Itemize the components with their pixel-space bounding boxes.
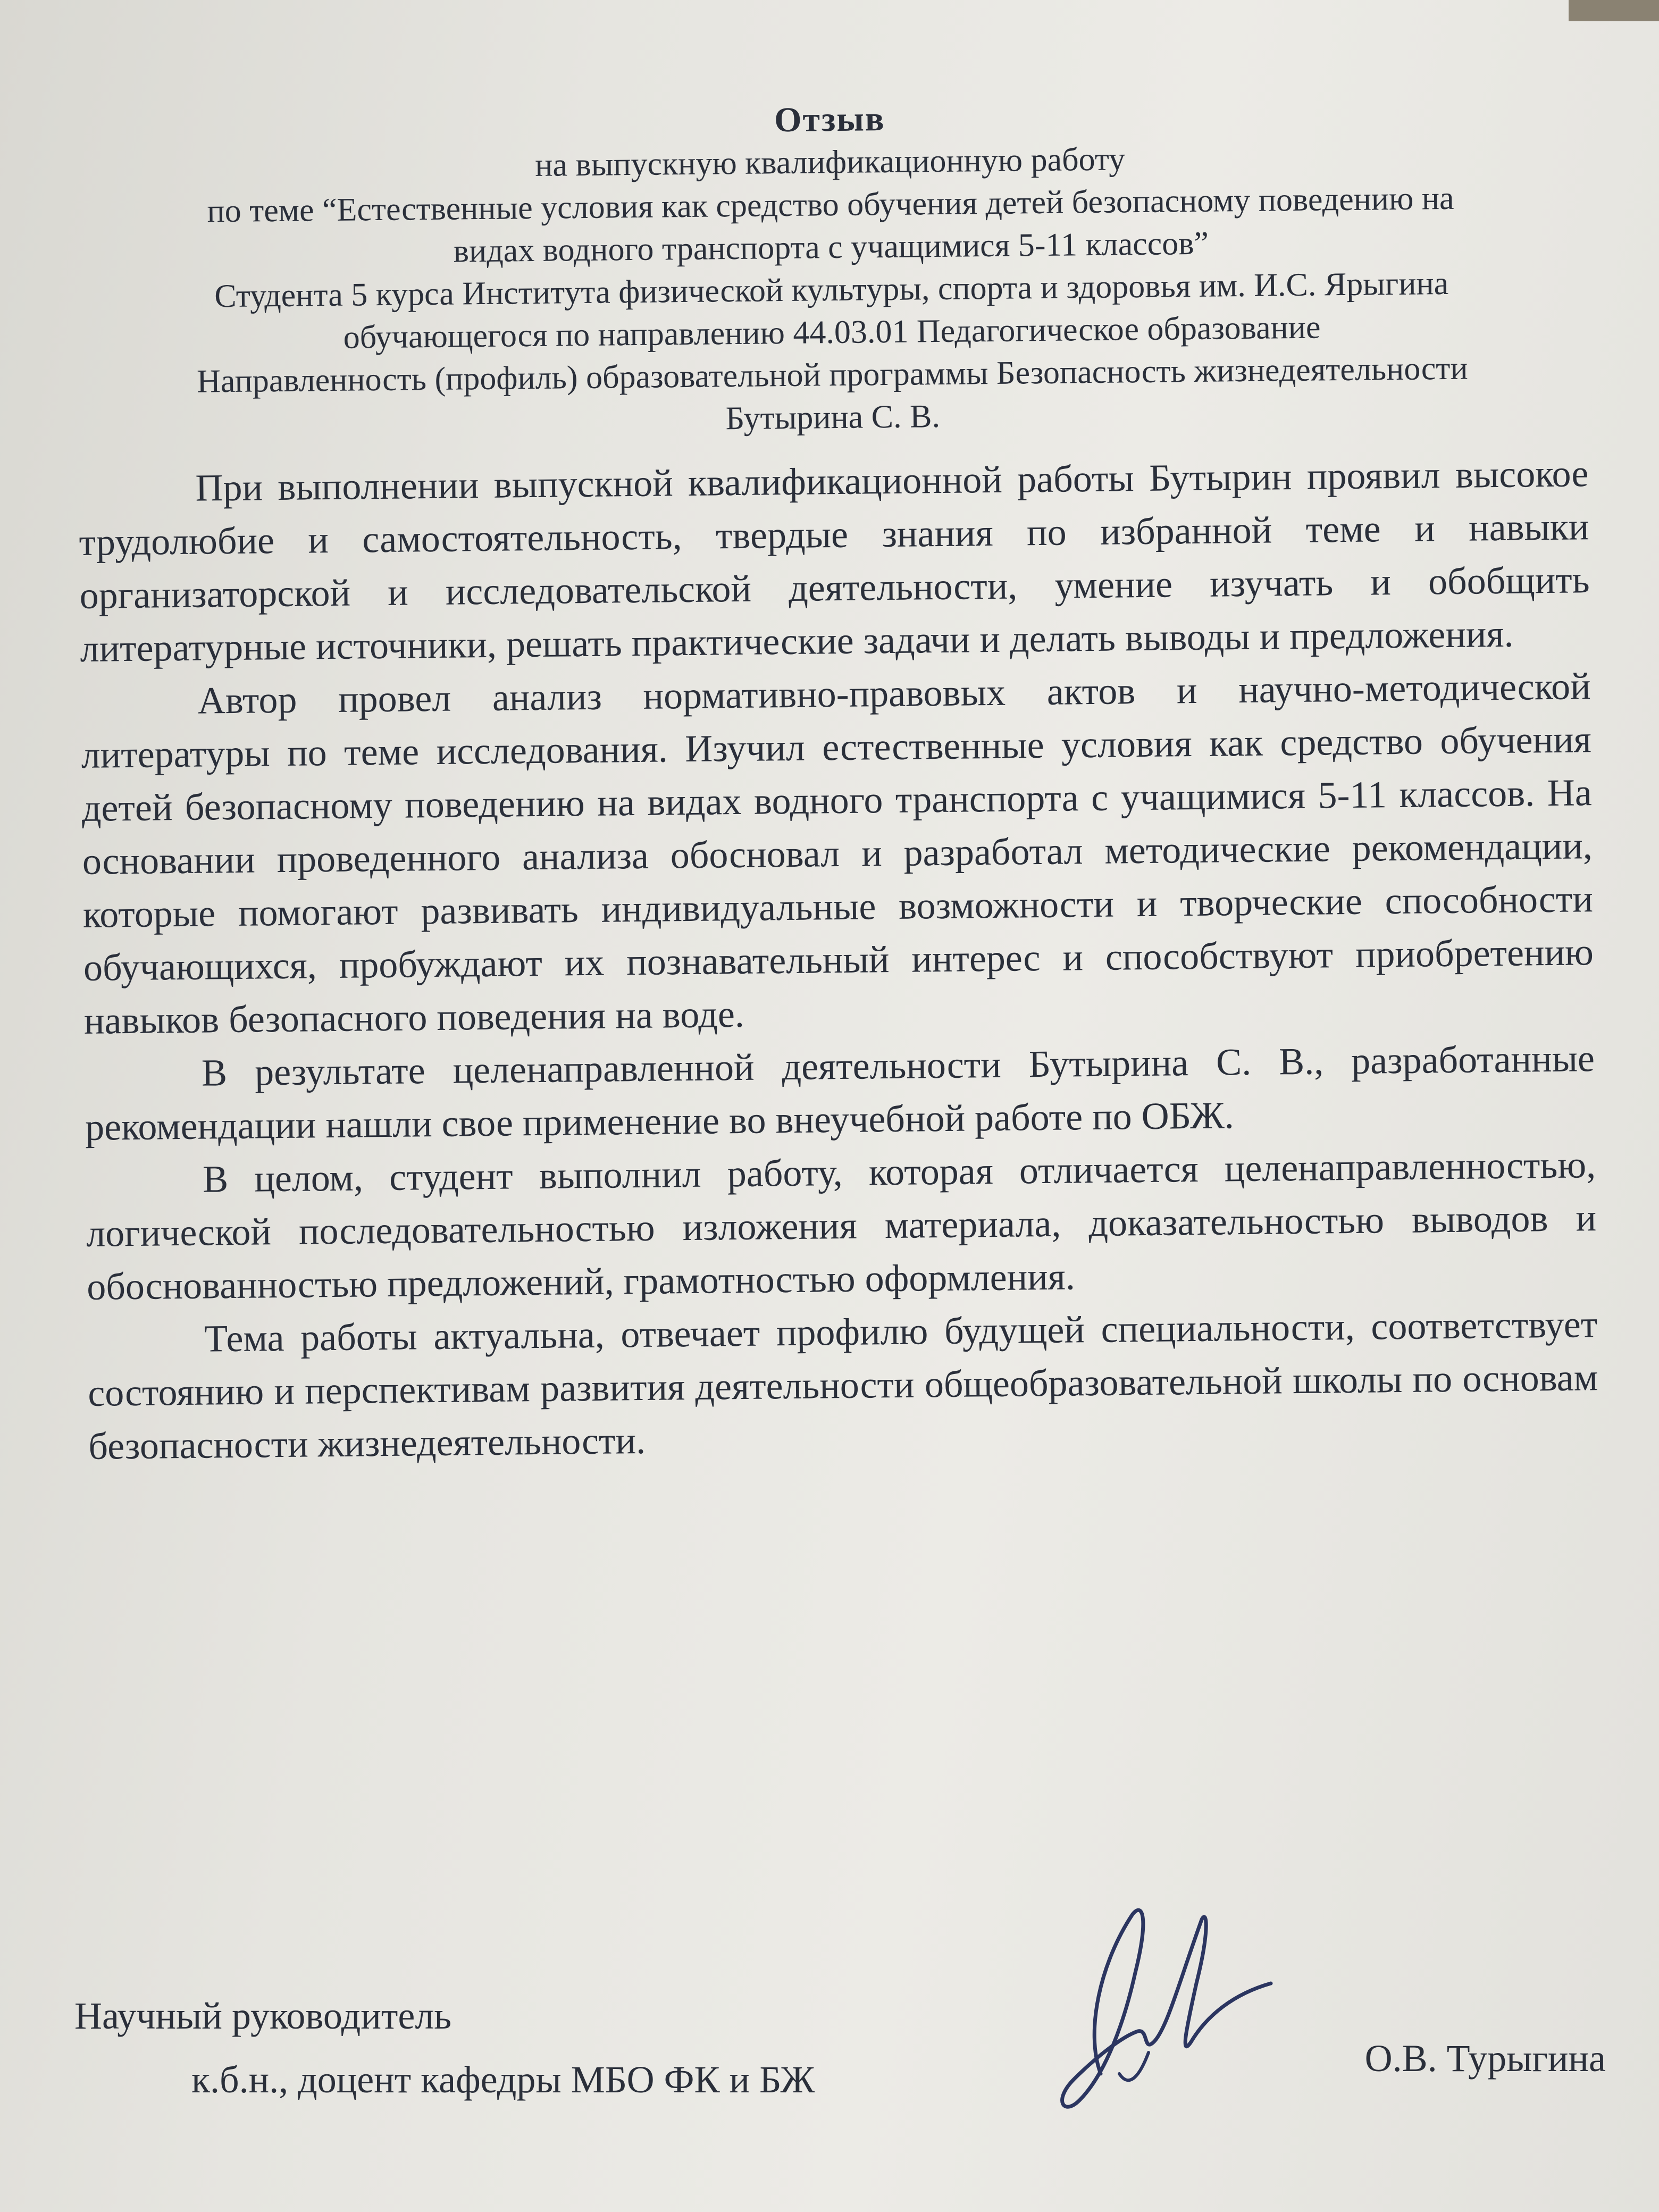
document-title: Отзыв [774,99,885,140]
signer-name: О.В. Турыгина [1364,2037,1606,2080]
signature-block [74,1978,1606,2138]
header-profile: Направленность (профиль) образовательной программы Безопасность жизнедеятельности [196,350,1468,400]
header-topic: по теме “Естественные условия как средство обучения детей безопасному поведению на видах водного транспорта с учащимися 5-11 классов” [207,180,1454,270]
handwritten-signature [1021,1898,1297,2143]
paragraph-3: В результате целенаправленной деятельности Бутырина С. В., разработанные рекомендации нашли свое применение во внеучебной работе по ОБЖ. [85,1037,1595,1149]
paragraph-1: При выполнении выпускной квалификационной работы Бутырин проявил высокое трудолюбие и самостоятельность, твердые знания по избранной теме и навыки организаторской и исследовательской деятельности, умение изучать и обобщить литературные источники, решать практические задачи и делать выводы и предложения. [79,452,1590,670]
paragraph-4: В целом, студент выполнил работу, которая отличается целенаправленностью, логической последовательностью изложения материала, доказательностью выводов и обоснованностью предложений, грамотностью оформления. [86,1143,1597,1308]
paragraph-5: Тема работы актуальна, отвечает профилю будущей специальности, соответствует состоянию и перспективам развития деятельности общеобразовательной школы по основам безопасности жизнедеятельности. [87,1303,1598,1468]
review-body [78,447,1599,1473]
supervisor-label: Научный руководитель [74,1995,452,2037]
document-content [74,90,1599,1473]
header-student-name: Бутырина С. В. [725,398,941,437]
header-student-info: Студента 5 курса Института физической культуры, спорта и здоровья им. И.С. Ярыгина обучающегося по направлению 44.03.01 Педагогическое образование [214,265,1449,356]
document-header [74,90,1588,447]
paragraph-2: Автор провел анализ нормативно-правовых актов и научно-методической литературы по теме исследования. Изучил естественные условия как средство обучения детей безопасному поведению на видах водного транспорта с учащимися 5-11 классов. На основании проведенного анализа обосновал и разработал методические рекомендации, которые помогают развивать индивидуальные возможности и творческие способности обучающихся, пробуждают их познавательный интерес и способствуют приобретению навыков безопасного поведения на воде. [81,665,1594,1042]
supervisor-position: к.б.н., доцент кафедры МБО ФК и БЖ [191,2058,815,2101]
table-surface-corner [1569,0,1659,21]
header-subject-line: на выпускную квалификационную работу [534,141,1126,183]
